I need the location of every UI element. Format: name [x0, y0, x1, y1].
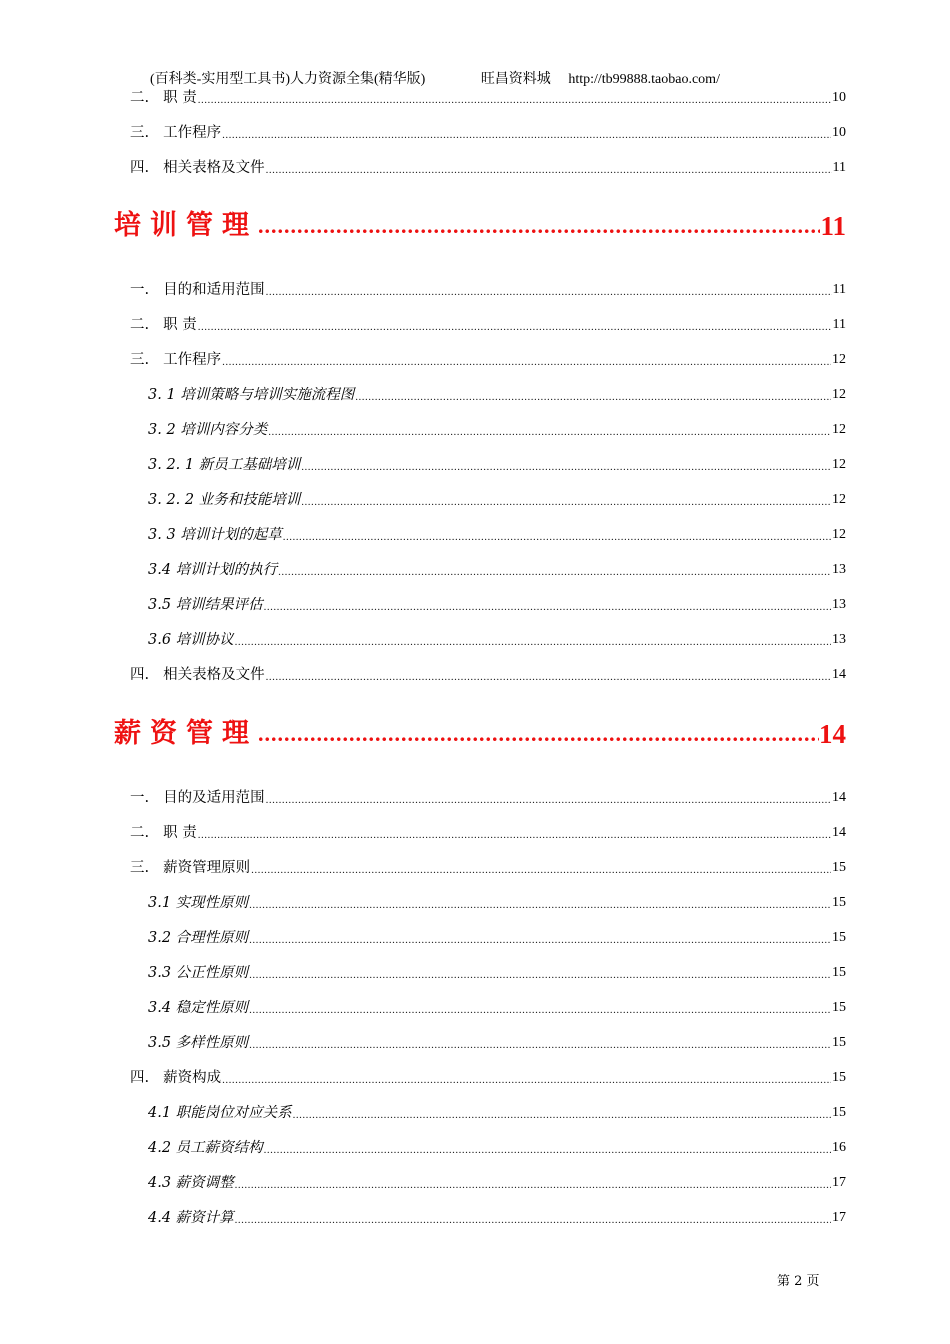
toc-entry[interactable] [148, 525, 846, 545]
toc-dot-leader [198, 827, 831, 843]
header-book-title: (百科类-实用型工具书)人力资源全集(精华版) [150, 72, 426, 87]
toc-entry-label [148, 998, 248, 1018]
toc-entry[interactable] [130, 88, 846, 108]
toc-entry-label [130, 788, 265, 808]
toc-dot-leader [266, 792, 831, 808]
toc-entry-label [130, 88, 197, 108]
toc-page-number: 12 [832, 457, 846, 472]
toc-page-number: 12 [832, 492, 846, 507]
header-shop-name: 旺昌资料城 [480, 72, 551, 87]
toc-entry-text: 职 责 [163, 317, 197, 333]
toc-page-number: 15 [832, 1070, 846, 1085]
toc-entry-text: 工作程序 [163, 352, 222, 368]
toc-dot-leader [222, 354, 831, 370]
toc-page-number: 15 [832, 930, 846, 945]
toc-entry[interactable] [148, 998, 846, 1018]
toc-dot-leader [293, 1107, 831, 1123]
toc-page-number: 17 [832, 1175, 846, 1190]
toc-entry-label [148, 1138, 263, 1158]
toc-dot-leader [198, 319, 832, 335]
page-number: 第 2 页 [777, 1274, 820, 1289]
toc-dot-leader [222, 1072, 831, 1088]
toc-page-number: 15 [832, 965, 846, 980]
toc-entry-label [148, 1033, 248, 1053]
toc-entry-text: 薪资构成 [163, 1070, 222, 1086]
toc-entry-text: 4.1 职能岗位对应关系 [148, 1105, 292, 1121]
toc-entry-text: 薪资管理 [114, 718, 258, 749]
toc-page-number: 10 [832, 125, 846, 140]
toc-entry-label [148, 420, 267, 440]
toc-dot-leader [355, 389, 831, 405]
toc-page-number: 13 [832, 597, 846, 612]
toc-page-number: 14 [832, 790, 846, 805]
toc-dot-leader [222, 127, 831, 143]
toc-entry-label [148, 1208, 234, 1228]
toc-entry[interactable] [130, 350, 846, 370]
toc-entry-label [148, 455, 300, 475]
toc-dot-leader [266, 669, 831, 685]
toc-page-number: 12 [832, 387, 846, 402]
toc-dot-leader [258, 719, 819, 749]
toc-entry-number: 二. [130, 317, 150, 333]
toc-page-number: 15 [832, 1000, 846, 1015]
toc-entry[interactable] [130, 823, 846, 843]
toc-entry-text: 目的和适用范围 [163, 282, 265, 298]
toc-dot-leader [264, 1142, 831, 1158]
toc-page-number: 11 [832, 317, 846, 332]
toc-page-number: 14 [832, 667, 846, 682]
toc-dot-leader [249, 897, 831, 913]
toc-page-number: 15 [832, 895, 846, 910]
toc-entry-label [130, 1068, 221, 1088]
toc-page-number: 12 [832, 352, 846, 367]
toc-entry-text: 3.3 公正性原则 [148, 965, 249, 981]
toc-entry-label [148, 490, 300, 510]
toc-entry[interactable] [148, 928, 846, 948]
toc-dot-leader [264, 599, 831, 615]
toc-dot-leader [301, 494, 831, 510]
toc-entry-text: 3. 2. 1 新员工基础培训 [148, 457, 301, 473]
toc-entry-text: 相关表格及文件 [163, 667, 265, 683]
toc-dot-leader [249, 932, 831, 948]
toc-entry-label [114, 206, 258, 246]
toc-entry-label [148, 1103, 292, 1123]
toc-entry-number: 一. [130, 282, 150, 298]
toc-entry[interactable] [148, 455, 846, 475]
toc-entry[interactable] [130, 280, 846, 300]
toc-page-number: 15 [832, 1035, 846, 1050]
toc-page-number: 11 [820, 211, 846, 241]
toc-entry-text: 3.1 实现性原则 [148, 895, 249, 911]
toc-section-heading[interactable] [114, 714, 846, 754]
toc-entry-label [148, 928, 248, 948]
toc-page-number: 14 [832, 825, 846, 840]
toc-entry-text: 工作程序 [163, 125, 222, 141]
toc-entry-label [148, 595, 263, 615]
toc-entry[interactable] [130, 315, 846, 335]
toc-entry[interactable] [148, 1138, 846, 1158]
toc-entry[interactable] [148, 595, 846, 615]
toc-entry[interactable] [148, 385, 846, 405]
toc-entry-number: 四. [130, 667, 150, 683]
toc-page-number: 12 [832, 422, 846, 437]
toc-entry-label [148, 963, 248, 983]
toc-entry-text: 3. 3 培训计划的起草 [148, 527, 282, 543]
toc-entry-text: 3.6 培训协议 [148, 632, 234, 648]
toc-entry[interactable] [148, 963, 846, 983]
toc-dot-leader [249, 1002, 831, 1018]
toc-entry[interactable] [148, 1208, 846, 1228]
toc-dot-leader [278, 564, 831, 580]
toc-entry-text: 薪资管理原则 [163, 860, 251, 876]
toc-entry-label [148, 893, 248, 913]
toc-entry[interactable] [148, 1033, 846, 1053]
toc-entry-text: 4.4 薪资计算 [148, 1210, 234, 1226]
toc-entry-label [130, 158, 265, 178]
toc-entry[interactable] [130, 158, 846, 178]
toc-dot-leader [235, 1212, 831, 1228]
toc-entry-text: 培训管理 [114, 210, 258, 241]
toc-entry[interactable] [148, 1173, 846, 1193]
toc-entry-text: 目的及适用范围 [163, 790, 265, 806]
toc-entry-label [130, 665, 265, 685]
toc-entry[interactable] [130, 665, 846, 685]
toc-entry[interactable] [148, 1103, 846, 1123]
toc-entry-number: 一. [130, 790, 150, 806]
toc-entry-number: 三. [130, 125, 150, 141]
toc-entry-number: 三. [130, 860, 150, 876]
toc-section-heading[interactable] [114, 206, 846, 246]
toc-entry-text: 3.4 稳定性原则 [148, 1000, 249, 1016]
toc-entry-number: 二. [130, 90, 150, 106]
toc-page-number: 15 [832, 1105, 846, 1120]
toc-entry-text: 3. 2 培训内容分类 [148, 422, 268, 438]
toc-entry-label [130, 315, 197, 335]
toc-entry-text: 3.5 培训结果评估 [148, 597, 263, 613]
toc-entry-label [114, 714, 258, 754]
toc-entry-number: 二. [130, 825, 150, 841]
toc-page-number: 13 [832, 562, 846, 577]
toc-entry-text: 3. 1 培训策略与培训实施流程图 [148, 387, 355, 403]
toc-entry[interactable] [130, 123, 846, 143]
toc-entry-number: 四. [130, 160, 150, 176]
toc-dot-leader [301, 459, 831, 475]
toc-page-number: 13 [832, 632, 846, 647]
header-url: http://tb99888.taobao.com/ [568, 72, 720, 87]
toc-entry-label [130, 823, 197, 843]
toc-entry-text: 4.3 薪资调整 [148, 1175, 234, 1191]
toc-page-number: 11 [832, 282, 846, 297]
toc-entry[interactable] [148, 893, 846, 913]
toc-entry-text: 相关表格及文件 [163, 160, 265, 176]
toc-entry-text: 3. 2. 2 业务和技能培训 [148, 492, 301, 508]
toc-entry[interactable] [148, 630, 846, 650]
toc-entry-label [130, 123, 221, 143]
toc-entry[interactable] [148, 560, 846, 580]
toc-entry-text: 4.2 员工薪资结构 [148, 1140, 263, 1156]
toc-entry[interactable] [130, 1068, 846, 1088]
toc-entry-text: 3.2 合理性原则 [148, 930, 249, 946]
toc-entry-number: 四. [130, 1070, 150, 1086]
toc-dot-leader [249, 967, 831, 983]
toc-entry-label [130, 280, 265, 300]
toc-dot-leader [235, 634, 831, 650]
toc-entry-number: 三. [130, 352, 150, 368]
toc-page-number: 11 [832, 160, 846, 175]
toc-dot-leader [249, 1037, 831, 1053]
toc-entry-label [148, 1173, 234, 1193]
toc-entry-label [148, 525, 282, 545]
toc-dot-leader [283, 529, 831, 545]
toc-dot-leader [266, 284, 832, 300]
toc-page-number: 12 [832, 527, 846, 542]
toc-entry[interactable] [148, 420, 846, 440]
toc-page-number: 15 [832, 860, 846, 875]
toc-entry-label [148, 560, 277, 580]
toc-entry-label [148, 630, 234, 650]
toc-page-number: 17 [832, 1210, 846, 1225]
toc-entry-text: 3.4 培训计划的执行 [148, 562, 278, 578]
toc-entry-label [130, 858, 250, 878]
toc-page-number: 16 [832, 1140, 846, 1155]
toc-entry-label [130, 350, 221, 370]
toc-dot-leader [258, 211, 820, 241]
toc-entry-text: 职 责 [163, 90, 197, 106]
toc-dot-leader [266, 162, 832, 178]
toc-entry-text: 3.5 多样性原则 [148, 1035, 249, 1051]
toc-entry[interactable] [130, 788, 846, 808]
toc-entry-label [148, 385, 354, 405]
toc-entry[interactable] [130, 858, 846, 878]
toc-entry-text: 职 责 [163, 825, 197, 841]
toc-dot-leader [198, 92, 831, 108]
toc-dot-leader [251, 862, 831, 878]
toc-dot-leader [235, 1177, 831, 1193]
toc-entry[interactable] [148, 490, 846, 510]
toc-page-number: 10 [832, 90, 846, 105]
toc-page-number: 14 [819, 719, 846, 749]
toc-dot-leader [268, 424, 831, 440]
